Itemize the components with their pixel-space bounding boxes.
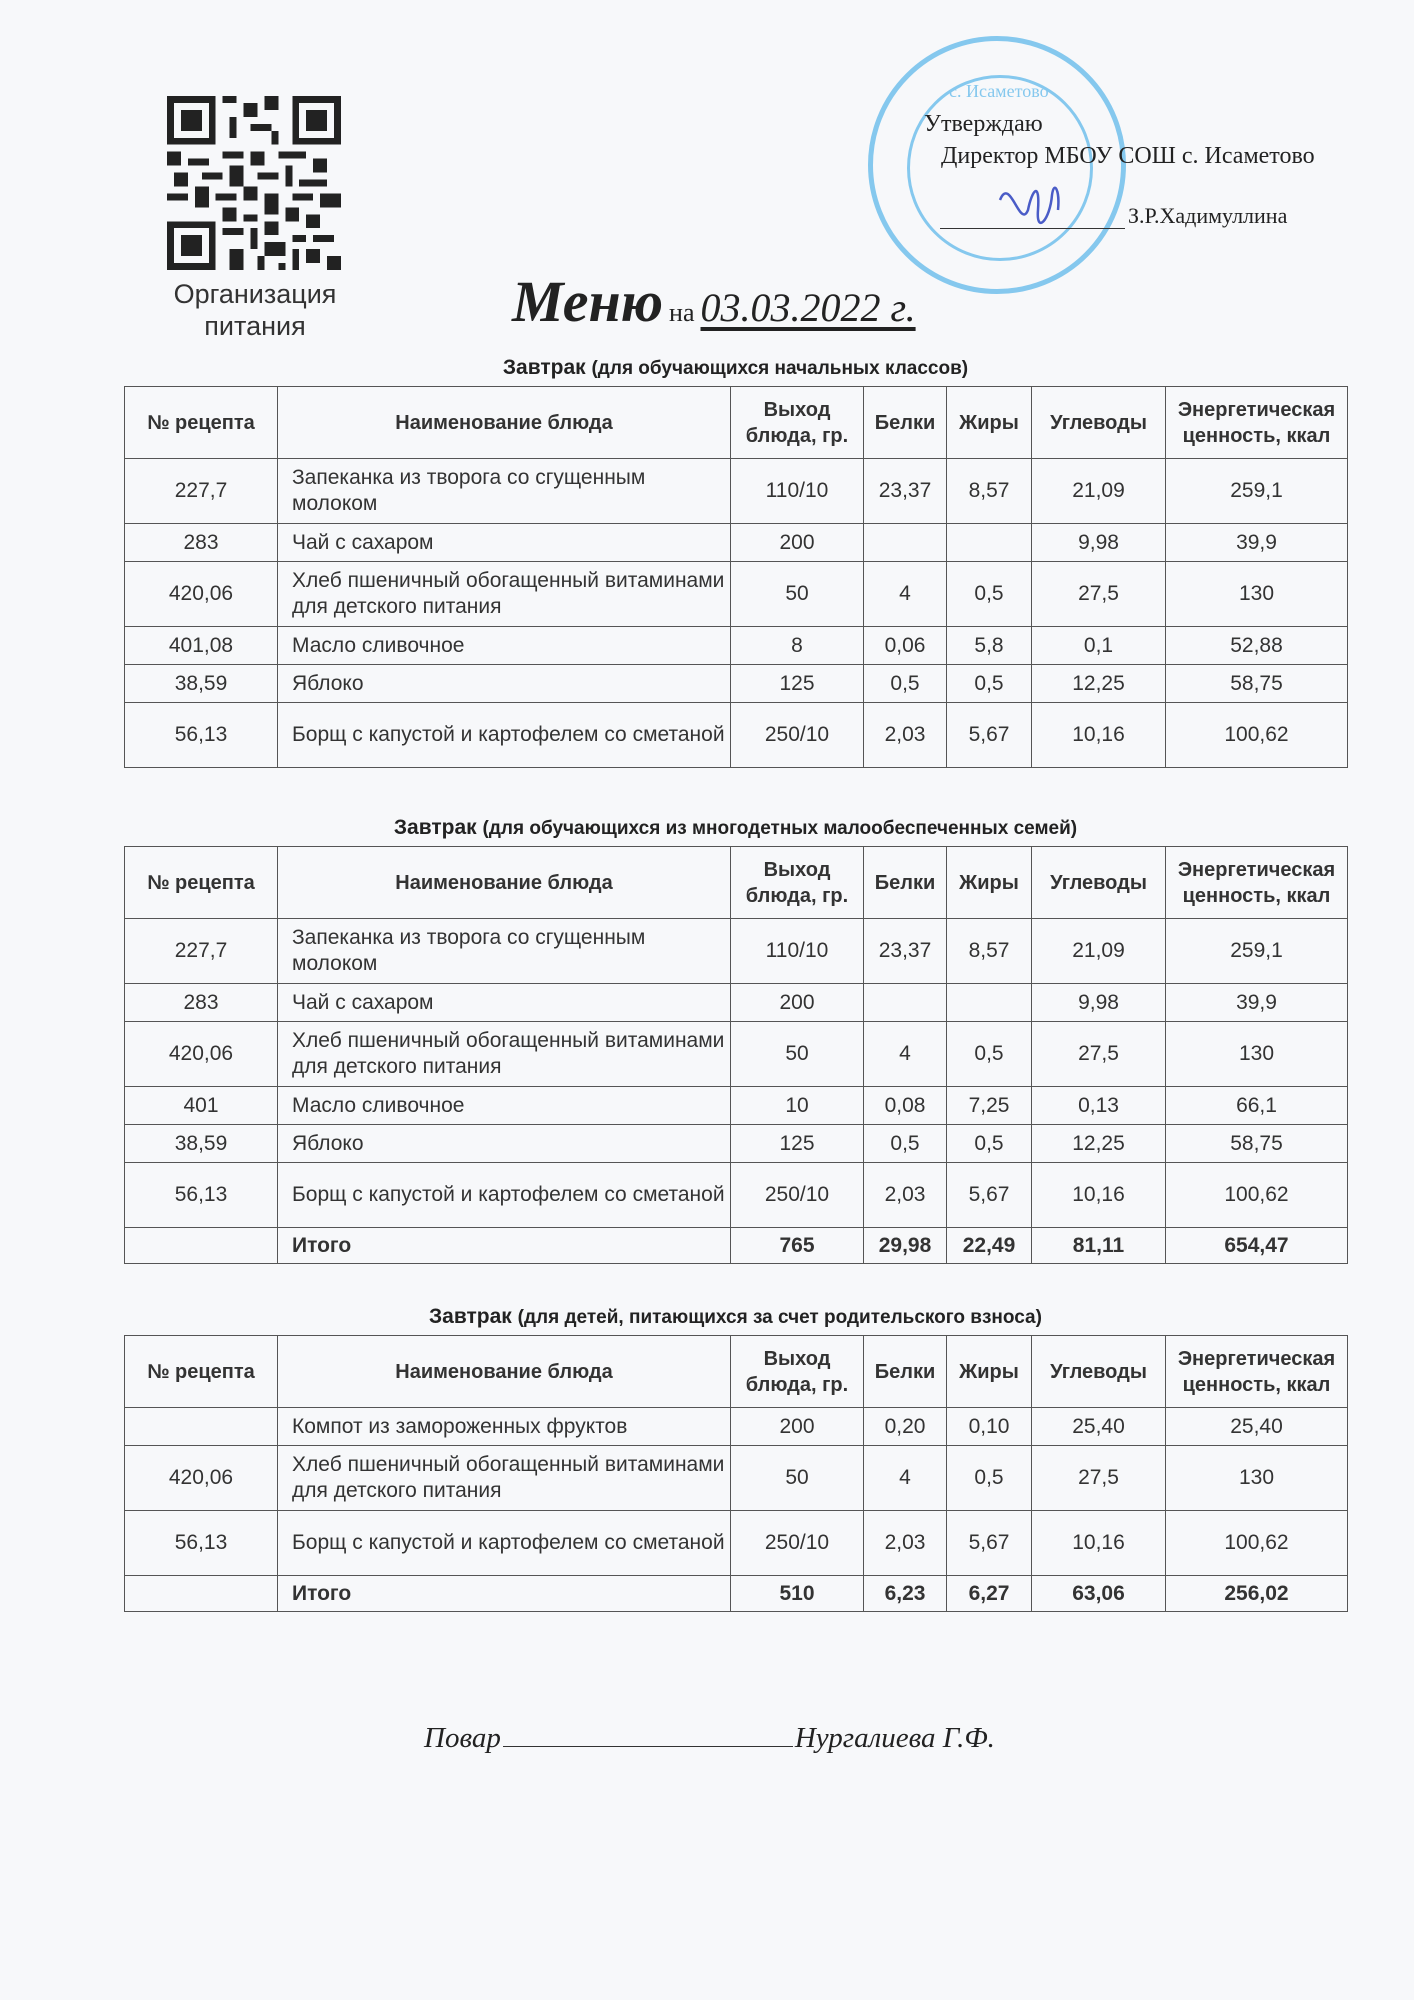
cell-proteins — [864, 524, 947, 562]
table-row — [125, 1125, 1348, 1163]
cell-portion: 10 — [731, 1087, 864, 1125]
cell-recipe-no — [125, 1576, 278, 1612]
column-header-proteins: Белки — [864, 1336, 947, 1408]
on-word: на — [669, 298, 695, 327]
cell-dish-name: Хлеб пшеничный обогащенный витаминами для детского питания — [278, 562, 731, 627]
header-row — [125, 387, 1348, 459]
column-header-energy: Энергетическая ценность, ккал — [1166, 1336, 1348, 1408]
stamp-text: с. Исаметово — [949, 81, 1049, 101]
cell-proteins: 0,5 — [864, 665, 947, 703]
cook-name: Нургалиева Г.Ф. — [794, 1722, 995, 1754]
cell-portion: 110/10 — [731, 459, 864, 524]
cell-portion: 765 — [731, 1228, 864, 1264]
cell-dish-name: Итого — [278, 1576, 731, 1612]
cell-recipe-no: 38,59 — [125, 665, 278, 703]
cell-carbs: 10,16 — [1032, 1163, 1166, 1228]
column-header-proteins: Белки — [864, 387, 947, 459]
cell-fats: 0,5 — [947, 1022, 1032, 1087]
column-header-recipe-no: № рецепта — [125, 847, 278, 919]
qr-code — [166, 96, 342, 270]
cell-fats: 8,57 — [947, 919, 1032, 984]
cell-recipe-no: 283 — [125, 984, 278, 1022]
cell-energy: 66,1 — [1166, 1087, 1348, 1125]
column-header-energy: Энергетическая ценность, ккал — [1166, 387, 1348, 459]
cell-dish-name: Чай с сахаром — [278, 524, 731, 562]
cell-carbs: 81,11 — [1032, 1228, 1166, 1264]
cell-proteins: 23,37 — [864, 459, 947, 524]
cell-dish-name: Масло сливочное — [278, 627, 731, 665]
total-row — [125, 1228, 1348, 1264]
cell-energy: 25,40 — [1166, 1408, 1348, 1446]
cell-fats: 6,27 — [947, 1576, 1032, 1612]
cell-proteins: 2,03 — [864, 703, 947, 768]
cell-energy: 256,02 — [1166, 1576, 1348, 1612]
column-header-fats: Жиры — [947, 1336, 1032, 1408]
cell-proteins: 29,98 — [864, 1228, 947, 1264]
total-row — [125, 1576, 1348, 1612]
cell-portion: 125 — [731, 1125, 864, 1163]
table-row — [125, 562, 1348, 627]
column-header-recipe-no: № рецепта — [125, 1336, 278, 1408]
cell-recipe-no: 56,13 — [125, 1163, 278, 1228]
director-title: Директор МБОУ СОШ с. Исаметово — [941, 143, 1315, 169]
cell-carbs: 0,1 — [1032, 627, 1166, 665]
cell-fats: 7,25 — [947, 1087, 1032, 1125]
table-row — [125, 627, 1348, 665]
column-header-carbs: Углеводы — [1032, 1336, 1166, 1408]
cell-carbs: 27,5 — [1032, 562, 1166, 627]
cell-fats: 0,5 — [947, 1446, 1032, 1511]
cell-proteins — [864, 984, 947, 1022]
cell-carbs: 10,16 — [1032, 703, 1166, 768]
cell-dish-name: Чай с сахаром — [278, 984, 731, 1022]
table-row — [125, 1022, 1348, 1087]
column-header-dish-name: Наименование блюда — [278, 387, 731, 459]
cell-dish-name: Итого — [278, 1228, 731, 1264]
column-header-dish-name: Наименование блюда — [278, 847, 731, 919]
cell-energy: 259,1 — [1166, 919, 1348, 984]
cell-energy: 130 — [1166, 1446, 1348, 1511]
cell-carbs: 12,25 — [1032, 1125, 1166, 1163]
menu-date: 03.03.2022 г. — [700, 285, 916, 330]
cell-portion: 8 — [731, 627, 864, 665]
menu-word: Меню — [512, 269, 664, 334]
table-row — [125, 1446, 1348, 1511]
cell-energy: 100,62 — [1166, 1163, 1348, 1228]
menu-table-parent-paid — [124, 1335, 1348, 1612]
menu-table-large-families — [124, 846, 1348, 1264]
cell-fats: 0,5 — [947, 562, 1032, 627]
cell-carbs: 21,09 — [1032, 459, 1166, 524]
cell-portion: 250/10 — [731, 703, 864, 768]
cell-proteins: 4 — [864, 562, 947, 627]
column-header-energy: Энергетическая ценность, ккал — [1166, 847, 1348, 919]
section-subtitle: (для обучающихся начальных классов) — [591, 358, 969, 379]
table-row — [125, 524, 1348, 562]
table-row — [125, 459, 1348, 524]
cell-fats: 8,57 — [947, 459, 1032, 524]
cook-sign-line — [503, 1746, 793, 1747]
cell-proteins: 0,08 — [864, 1087, 947, 1125]
cell-fats: 0,5 — [947, 1125, 1032, 1163]
cell-proteins: 4 — [864, 1446, 947, 1511]
column-header-carbs: Углеводы — [1032, 847, 1166, 919]
cell-energy: 100,62 — [1166, 703, 1348, 768]
cell-carbs: 9,98 — [1032, 984, 1166, 1022]
cell-carbs: 9,98 — [1032, 524, 1166, 562]
cell-recipe-no: 401 — [125, 1087, 278, 1125]
cell-recipe-no: 56,13 — [125, 1511, 278, 1576]
table-row — [125, 1087, 1348, 1125]
column-header-dish-name: Наименование блюда — [278, 1336, 731, 1408]
cell-portion: 125 — [731, 665, 864, 703]
table-row — [125, 1163, 1348, 1228]
cell-proteins: 0,20 — [864, 1408, 947, 1446]
table-row — [125, 984, 1348, 1022]
cell-portion: 510 — [731, 1576, 864, 1612]
column-header-portion: Выход блюда, гр. — [731, 847, 864, 919]
cell-fats: 5,67 — [947, 703, 1032, 768]
cell-portion: 250/10 — [731, 1511, 864, 1576]
cell-carbs: 25,40 — [1032, 1408, 1166, 1446]
signature-line — [940, 228, 1125, 229]
cell-proteins: 2,03 — [864, 1511, 947, 1576]
cell-portion: 50 — [731, 562, 864, 627]
cell-energy: 130 — [1166, 1022, 1348, 1087]
table-row — [125, 1408, 1348, 1446]
cell-fats — [947, 524, 1032, 562]
cook-label: Повар — [424, 1722, 501, 1754]
cell-recipe-no: 420,06 — [125, 1446, 278, 1511]
cell-recipe-no — [125, 1228, 278, 1264]
cell-portion: 50 — [731, 1446, 864, 1511]
cell-dish-name: Запеканка из творога со сгущенным молоком — [278, 459, 731, 524]
section-subtitle: (для детей, питающихся за счет родительского взноса) — [517, 1307, 1042, 1328]
cell-energy: 654,47 — [1166, 1228, 1348, 1264]
cell-fats: 5,67 — [947, 1163, 1032, 1228]
cell-proteins: 2,03 — [864, 1163, 947, 1228]
cell-portion: 110/10 — [731, 919, 864, 984]
cell-energy: 130 — [1166, 562, 1348, 627]
table-row — [125, 703, 1348, 768]
cell-dish-name: Хлеб пшеничный обогащенный витаминами для детского питания — [278, 1022, 731, 1087]
cell-fats: 5,67 — [947, 1511, 1032, 1576]
org-caption — [150, 278, 360, 342]
page-title — [512, 268, 916, 335]
header-row — [125, 847, 1348, 919]
cell-recipe-no: 420,06 — [125, 562, 278, 627]
cell-dish-name: Борщ с капустой и картофелем со сметаной — [278, 1511, 731, 1576]
cell-dish-name: Хлеб пшеничный обогащенный витаминами для детского питания — [278, 1446, 731, 1511]
cell-proteins: 6,23 — [864, 1576, 947, 1612]
cell-proteins: 0,06 — [864, 627, 947, 665]
cell-energy: 100,62 — [1166, 1511, 1348, 1576]
section-subtitle: (для обучающихся из многодетных малообеспеченных семей) — [482, 818, 1078, 839]
cell-portion: 200 — [731, 524, 864, 562]
cell-energy: 39,9 — [1166, 524, 1348, 562]
cell-carbs: 10,16 — [1032, 1511, 1166, 1576]
cell-carbs: 27,5 — [1032, 1022, 1166, 1087]
cell-recipe-no: 283 — [125, 524, 278, 562]
signer-name: З.Р.Хадимуллина — [1128, 203, 1288, 228]
cell-proteins: 0,5 — [864, 1125, 947, 1163]
cell-carbs: 0,13 — [1032, 1087, 1166, 1125]
header-row — [125, 1336, 1348, 1408]
cell-recipe-no: 401,08 — [125, 627, 278, 665]
cell-dish-name: Борщ с капустой и картофелем со сметаной — [278, 703, 731, 768]
cell-portion: 200 — [731, 984, 864, 1022]
cell-fats — [947, 984, 1032, 1022]
cell-recipe-no: 227,7 — [125, 919, 278, 984]
cell-portion: 250/10 — [731, 1163, 864, 1228]
table-row — [125, 919, 1348, 984]
cell-dish-name: Компот из замороженных фруктов — [278, 1408, 731, 1446]
cell-dish-name: Борщ с капустой и картофелем со сметаной — [278, 1163, 731, 1228]
cell-recipe-no: 227,7 — [125, 459, 278, 524]
section-title: Завтрак — [502, 356, 586, 379]
section-title: Завтрак — [429, 1305, 512, 1328]
cell-dish-name: Запеканка из творога со сгущенным молоком — [278, 919, 731, 984]
cell-recipe-no — [125, 1408, 278, 1446]
cook-signature-line — [424, 1722, 995, 1755]
cell-energy: 58,75 — [1166, 665, 1348, 703]
cell-fats: 22,49 — [947, 1228, 1032, 1264]
cell-energy: 58,75 — [1166, 1125, 1348, 1163]
cell-proteins: 23,37 — [864, 919, 947, 984]
cell-dish-name: Яблоко — [278, 1125, 731, 1163]
table-row — [125, 1511, 1348, 1576]
cell-energy: 39,9 — [1166, 984, 1348, 1022]
approve-label: Утверждаю — [924, 111, 1043, 137]
cell-dish-name: Масло сливочное — [278, 1087, 731, 1125]
column-header-fats: Жиры — [947, 847, 1032, 919]
cell-fats: 5,8 — [947, 627, 1032, 665]
column-header-portion: Выход блюда, гр. — [731, 387, 864, 459]
column-header-proteins: Белки — [864, 847, 947, 919]
cell-portion: 200 — [731, 1408, 864, 1446]
column-header-carbs: Углеводы — [1032, 387, 1166, 459]
signature — [990, 170, 1070, 240]
cell-recipe-no: 38,59 — [125, 1125, 278, 1163]
cell-carbs: 27,5 — [1032, 1446, 1166, 1511]
menu-table-primary — [124, 386, 1348, 768]
cell-carbs: 21,09 — [1032, 919, 1166, 984]
section-title-3 — [124, 1305, 1347, 1329]
cell-carbs: 63,06 — [1032, 1576, 1166, 1612]
cell-proteins: 4 — [864, 1022, 947, 1087]
cell-carbs: 12,25 — [1032, 665, 1166, 703]
section-title: Завтрак — [393, 816, 477, 839]
cell-energy: 52,88 — [1166, 627, 1348, 665]
cell-energy: 259,1 — [1166, 459, 1348, 524]
column-header-portion: Выход блюда, гр. — [731, 1336, 864, 1408]
column-header-fats: Жиры — [947, 387, 1032, 459]
org-caption-line1: Организация — [173, 279, 337, 309]
cell-portion: 50 — [731, 1022, 864, 1087]
cell-fats: 0,10 — [947, 1408, 1032, 1446]
table-row — [125, 665, 1348, 703]
section-title-2 — [124, 816, 1347, 840]
cell-recipe-no: 56,13 — [125, 703, 278, 768]
cell-dish-name: Яблоко — [278, 665, 731, 703]
column-header-recipe-no: № рецепта — [125, 387, 278, 459]
cell-recipe-no: 420,06 — [125, 1022, 278, 1087]
cell-fats: 0,5 — [947, 665, 1032, 703]
section-title-1 — [124, 356, 1347, 380]
org-caption-line2: питания — [204, 311, 306, 341]
